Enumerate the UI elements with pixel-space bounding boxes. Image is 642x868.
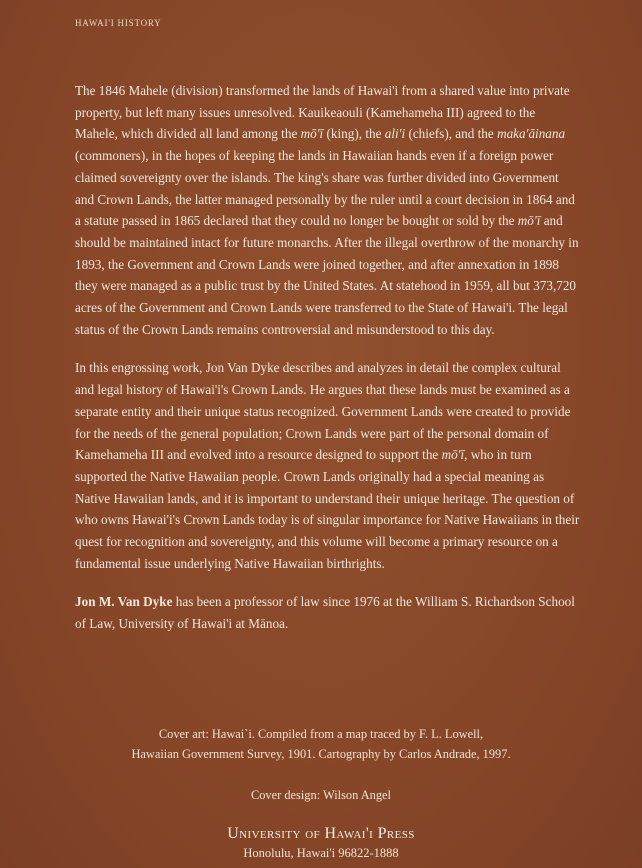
cover-art-line-1: Cover art: Hawai`i. Compiled from a map traced by F. L. Lowell, (158, 727, 484, 741)
author-bio-text: has been a professor of law since 1976 at the William S. Richardson School of Law, University of Hawai'i at Mānoa. (75, 594, 575, 632)
text-span: In this engrossing work, Jon Van Dyke describes and analyzes in detail the complex cultural and legal history of Hawai'i's Crown Lands. He argues that these lands must be examined as a separate entity and their unique status recognized. Government Lands were created to provide for the needs of the general population; Crown Lands were part of the personal domain of Kamehameha III and evolved into a resource designed to support the (75, 360, 571, 463)
description-paragraph-2 (75, 357, 580, 574)
author-bio (75, 591, 580, 634)
description-paragraph-1 (75, 80, 580, 340)
text-span: and should be maintained intact for future monarchs. After the illegal overthrow of the monarchy in 1893, the Government and Crown Lands were joined together, and after annexation in 1898 they were managed as a public trust by the United States. At statehood in 1959, all but 373,720 acres of the Government and Crown Lands were transferred to the State of Hawai'i. The legal status of the Crown Lands remains controversial and misunderstood to this day. (75, 213, 579, 337)
italic-term: ali'i (384, 126, 406, 142)
cover-art-credit (0, 724, 642, 764)
text-span: (chiefs), and the (405, 126, 498, 142)
text-span: , who in turn supported the Native Hawaiian people. Crown Lands originally had a special meaning as Native Hawaiian lands, and it is important to understand their unique heritage. The question of who owns Hawai'i's Crown Lands today is of singular importance for Native Hawaiians in their quest for recognition and sovereignty, and this volume will become a primary resource on a fundamental issue underlying Native Hawaiian birthrights. (75, 447, 580, 571)
publisher-name: University of Hawai'i Press (227, 825, 415, 842)
cover-art-line-2: Hawaiian Government Survey, 1901. Cartography by Carlos Andrade, 1997. (131, 747, 511, 761)
author-name: Jon M. Van Dyke (75, 594, 173, 610)
cover-copy (75, 80, 580, 635)
italic-term: mō'ī (300, 126, 324, 142)
series-header: HAWAI'I HISTORY (75, 18, 162, 28)
text-span: (commoners), in the hopes of keeping the lands in Hawaiian hands even if a foreign power claimed sovereignty over the islands. The king's share was further divided into Government and Crown Lands, the latter managed personally by the ruler until a court decision in 1864 and a statute passed in 1865 declared that they could no longer be bought or sold by the (75, 148, 575, 229)
italic-term: mō'ī (441, 447, 465, 463)
text-span: The 1846 Mahele (division) transformed the lands of Hawai'i from a shared value into private property, but left many issues unresolved. Kauikeaouli (Kamehameha III) agreed to the Mahele, which divided all land among the (75, 83, 570, 142)
cover-design-credit: Cover design: Wilson Angel (250, 788, 392, 802)
italic-term: mō'ī (517, 213, 541, 229)
italic-term: maka'āinana (497, 126, 566, 142)
publisher-address: Honolulu, Hawai'i 96822-1888 (243, 846, 399, 860)
text-span: (king), the (323, 126, 385, 142)
